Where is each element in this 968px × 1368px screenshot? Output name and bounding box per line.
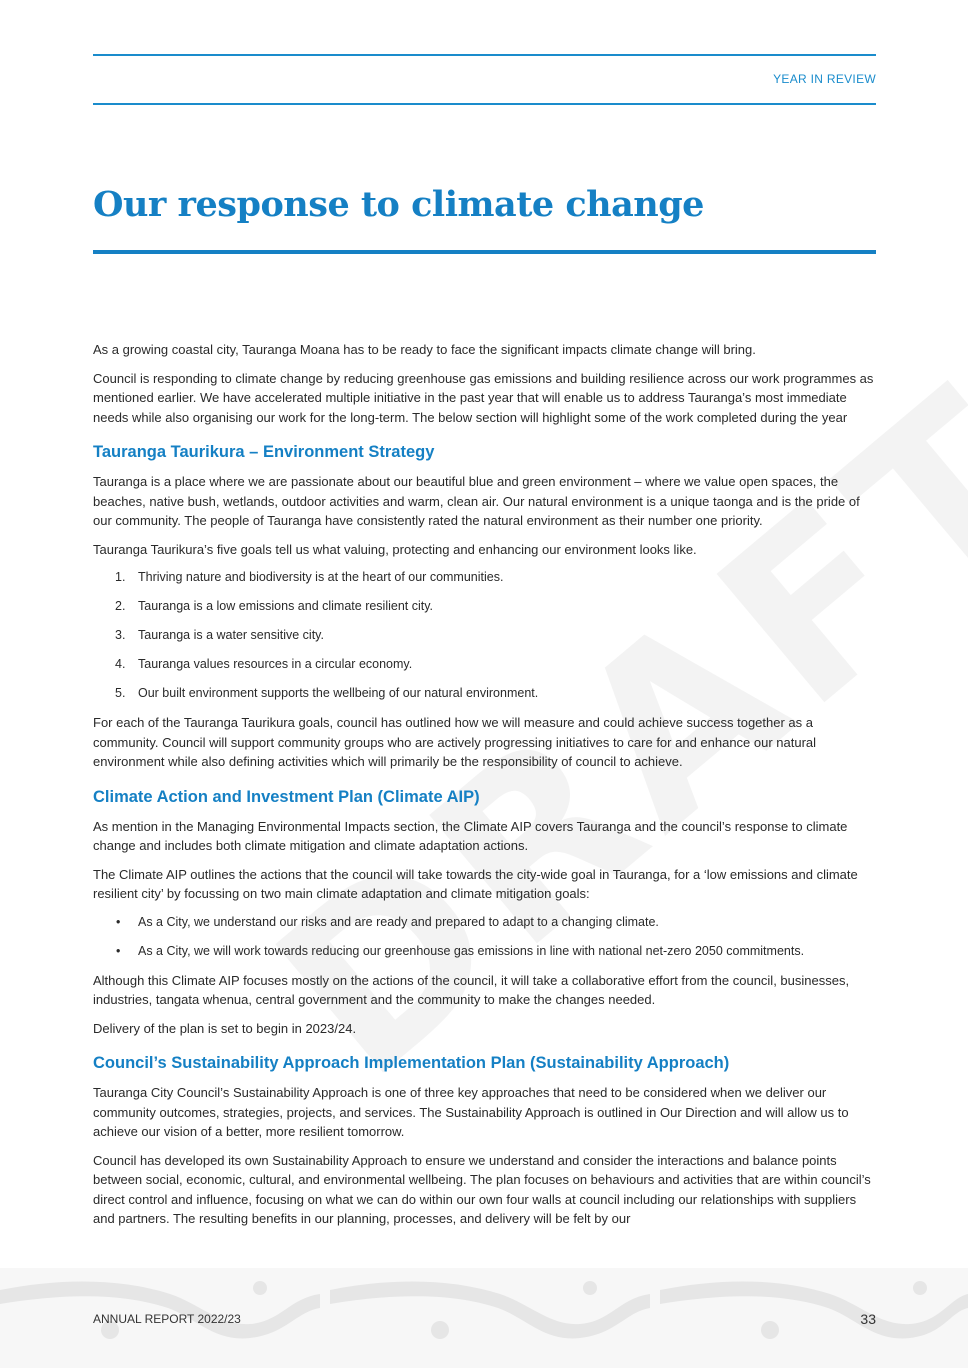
climate-goals-list [93, 913, 876, 962]
climate-goal-bullet: • As a City, we understand our risks and are ready and prepared to adapt to a changing climate. [138, 913, 876, 933]
goal-item: 1. Thriving nature and biodiversity is at the heart of our communities. [115, 570, 504, 584]
page-content [93, 340, 876, 1238]
goal-item: 3. Tauranga is a water sensitive city. [115, 628, 324, 642]
climate-aip-paragraph-2: The Climate AIP outlines the actions that the council will take towards the city-wide goal in Tauranga, for a ‘low emissions and climate resilient city’ by focussing on two main climate adaptation and climate mitigation goals: [93, 866, 858, 901]
environment-strategy-paragraph-1: Tauranga is a place where we are passionate about our beautiful blue and green environment – where we value open spaces, the beaches, native bush, wetlands, outdoor activities and warm, clean air. Our natural environment is a unique taonga and is the pride of our community. The people of Tauranga have consistently rated the natural environment as their number one priority. [93, 474, 860, 528]
header-bottom-rule [93, 103, 876, 105]
goal-item: 5. Our built environment supports the wellbeing of our natural environment. [115, 686, 539, 700]
intro-paragraph-1: As a growing coastal city, Tauranga Moana has to be ready to face the significant impacts climate change will bring. [93, 342, 756, 357]
environment-strategy-paragraph-3: For each of the Tauranga Taurikura goals, council has outlined how we will measure and could achieve success together as a community. Council will support community groups who are actively progressing initiatives to care for and enhance our natural environment while also defining activities which will primarily be the responsibility of council to achieve. [93, 715, 817, 769]
footer-report-title: ANNUAL REPORT 2022/23 [93, 1312, 241, 1326]
sustainability-paragraph-1: Tauranga City Council’s Sustainability Approach is one of three key approaches that need to be considered when we deliver our community outcomes, strategies, projects, and services. The Sustainability Approach is outlined in Our Direction and will allow us to achieve our vision of a better, more resilient tomorrow. [93, 1085, 849, 1139]
goal-item: 4. Tauranga values resources in a circular economy. [115, 657, 413, 671]
climate-aip-paragraph-4: Delivery of the plan is set to begin in 2023/24. [93, 1020, 357, 1036]
intro-paragraph-2: Council is responding to climate change by reducing greenhouse gas emissions and building resilience across our work programmes as mentioned earlier. We have accelerated multiple initiative in the past year that will enable us to address Tauranga’s most immediate needs while also organising our work for the long-term. The below section will highlight some of the work completed during the year [93, 370, 874, 425]
environment-strategy-paragraph-2: Tauranga Taurikura’s five goals tell us what valuing, protecting and enhancing our environment looks like. [93, 541, 697, 557]
climate-goal-bullet: • As a City, we will work towards reducing our greenhouse gas emissions in line with national net-zero 2050 commitments. [138, 942, 876, 962]
page-title: Our response to climate change [93, 184, 704, 225]
section-heading-climate-aip: Climate Action and Investment Plan (Climate AIP) [93, 787, 480, 806]
title-underline [93, 250, 876, 254]
goal-item: 2. Tauranga is a low emissions and climate resilient city. [115, 599, 434, 613]
section-heading-sustainability-approach: Council’s Sustainability Approach Implementation Plan (Sustainability Approach) [93, 1054, 730, 1072]
page-number: 33 [860, 1311, 876, 1327]
climate-aip-paragraph-1: As mention in the Managing Environmental Impacts section, the Climate AIP covers Tauranga and the council’s response to climate change and includes both climate mitigation and climate adaptation actions. [93, 818, 848, 853]
section-heading-environment-strategy: Tauranga Taurikura – Environment Strategy [93, 443, 435, 461]
sustainability-paragraph-2: Council has developed its own Sustainability Approach to ensure we understand and consider the interactions and balance points between social, economic, cultural, and environmental wellbeing. The plan focuses on behaviours and activities that are within council’s direct control and influence, focusing on what we can do within our own four walls at council including our relationships with suppliers and partners. The resulting benefits in our planning, processes, and delivery will be felt by our [93, 1152, 871, 1226]
climate-aip-paragraph-3: Although this Climate AIP focuses mostly on the actions of the council, it will take a collaborative effort from the council, businesses, industries, tangata whenua, central government and the community to make the changes needed. [93, 972, 850, 1007]
header-top-rule [93, 54, 876, 56]
goals-list [93, 568, 876, 704]
section-label: YEAR IN REVIEW [773, 72, 876, 86]
